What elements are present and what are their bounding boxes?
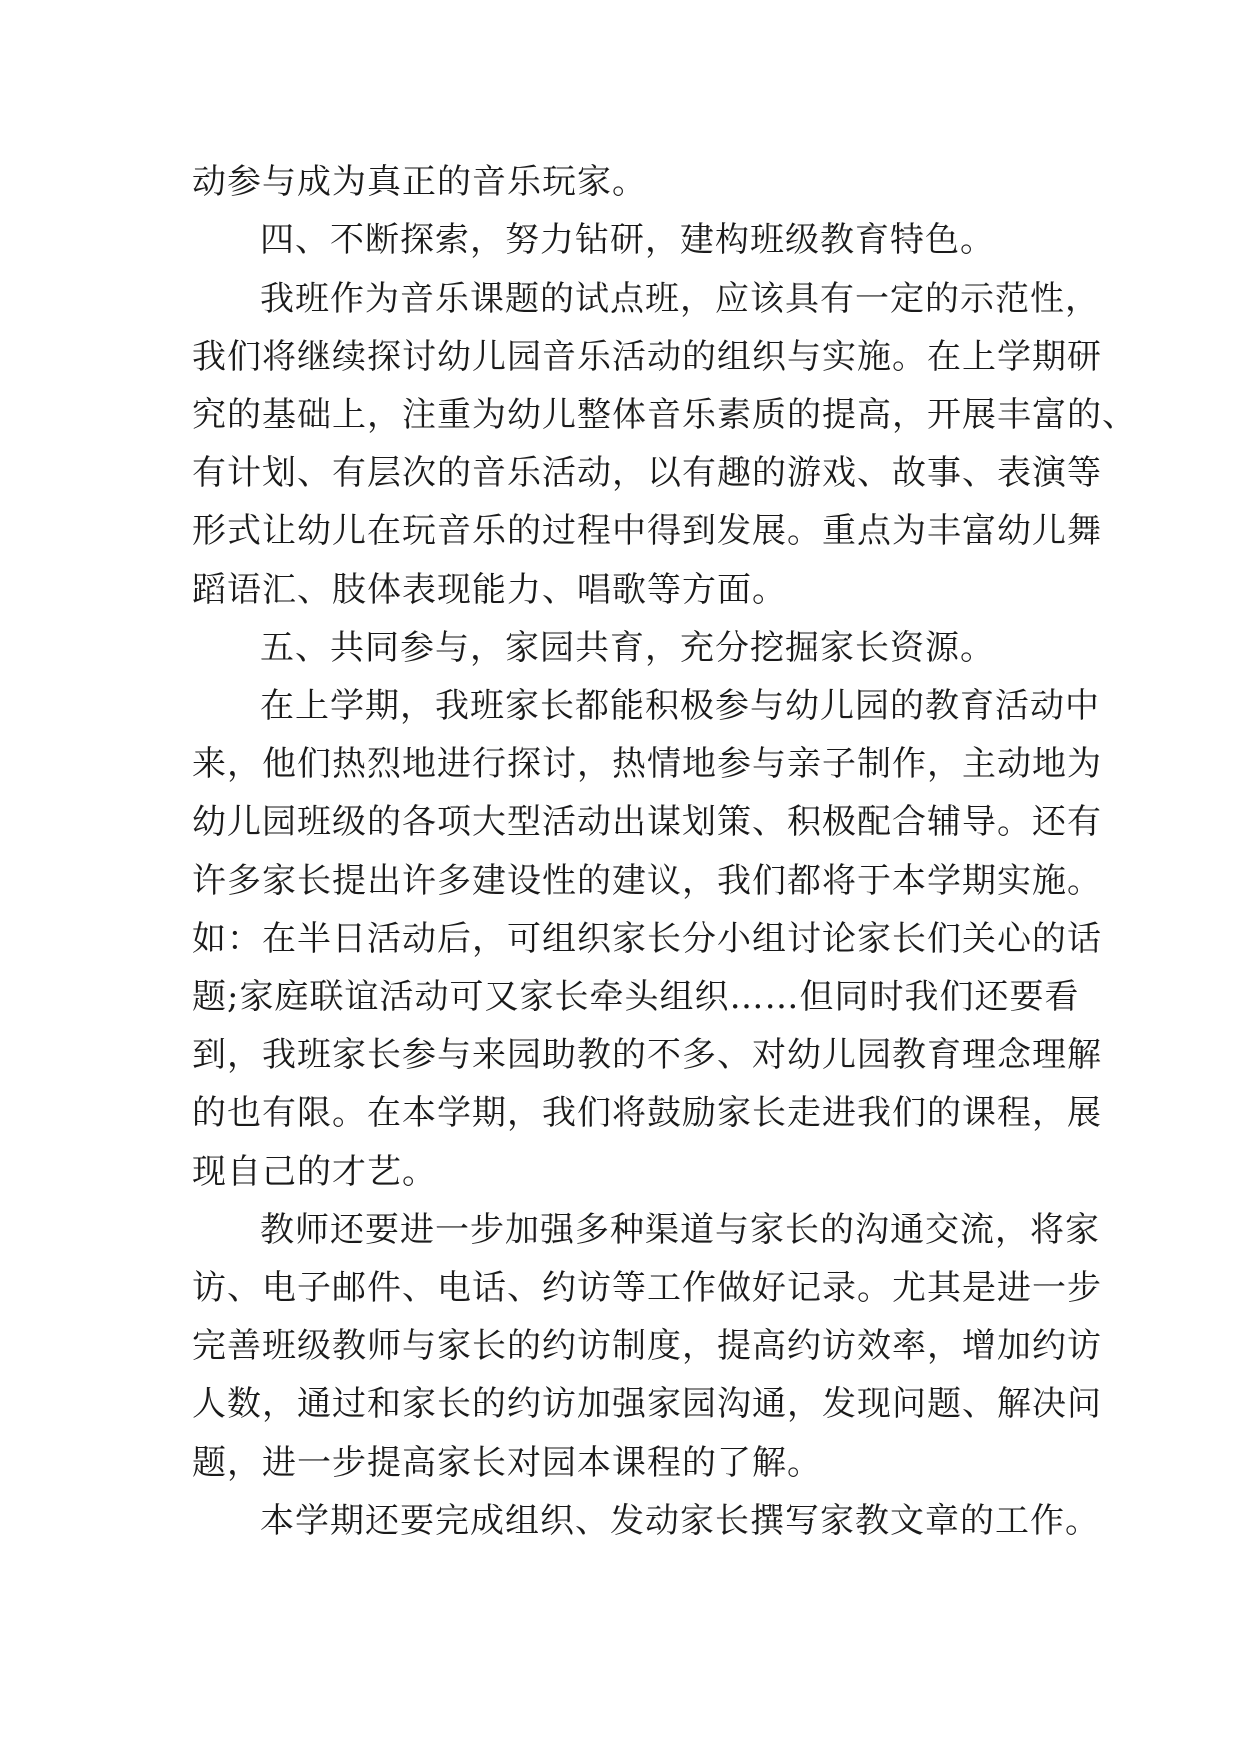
text-line: 幼儿园班级的各项大型活动出谋划策、积极配合辅导。还有 bbox=[192, 802, 1102, 842]
text-line: 完善班级教师与家长的约访制度，提高约访效率，增加约访 bbox=[192, 1326, 1102, 1366]
section-heading-5: 五、共同参与，家园共育，充分挖掘家长资源。 bbox=[260, 628, 995, 668]
text-line: 我们将继续探讨幼儿园音乐活动的组织与实施。在上学期研 bbox=[192, 337, 1102, 377]
text-line: 如：在半日活动后，可组织家长分小组讨论家长们关心的话 bbox=[192, 919, 1102, 959]
text-line: 教师还要进一步加强多种渠道与家长的沟通交流，将家 bbox=[260, 1210, 1100, 1250]
text-line: 的也有限。在本学期，我们将鼓励家长走进我们的课程，展 bbox=[192, 1093, 1102, 1133]
text-line: 来，他们热烈地进行探讨，热情地参与亲子制作，主动地为 bbox=[192, 744, 1102, 784]
text-line: 现自己的才艺。 bbox=[192, 1152, 437, 1192]
text-line: 我班作为音乐课题的试点班，应该具有一定的示范性， bbox=[260, 279, 1100, 319]
text-line: 许多家长提出许多建设性的建议，我们都将于本学期实施。 bbox=[192, 861, 1102, 901]
text-line: 究的基础上，注重为幼儿整体音乐素质的提高，开展丰富的、 bbox=[192, 395, 1137, 435]
text-line: 形式让幼儿在玩音乐的过程中得到发展。重点为丰富幼儿舞 bbox=[192, 511, 1102, 551]
text-line: 人数，通过和家长的约访加强家园沟通，发现问题、解决问 bbox=[192, 1384, 1102, 1424]
text-line: 动参与成为真正的音乐玩家。 bbox=[192, 162, 647, 202]
text-line: 题，进一步提高家长对园本课程的了解。 bbox=[192, 1443, 822, 1483]
text-line: 在上学期，我班家长都能积极参与幼儿园的教育活动中 bbox=[260, 686, 1100, 726]
text-line: 访、电子邮件、电话、约访等工作做好记录。尤其是进一步 bbox=[192, 1268, 1102, 1308]
text-line: 本学期还要完成组织、发动家长撰写家教文章的工作。 bbox=[260, 1501, 1100, 1541]
text-line: 到，我班家长参与来园助教的不多、对幼儿园教育理念理解 bbox=[192, 1035, 1102, 1075]
section-heading-4: 四、不断探索，努力钻研，建构班级教育特色。 bbox=[260, 220, 995, 260]
text-line: 蹈语汇、肢体表现能力、唱歌等方面。 bbox=[192, 570, 787, 610]
text-line: 题;家庭联谊活动可又家长牵头组织……但同时我们还要看 bbox=[192, 977, 1080, 1017]
text-line: 有计划、有层次的音乐活动，以有趣的游戏、故事、表演等 bbox=[192, 453, 1102, 493]
